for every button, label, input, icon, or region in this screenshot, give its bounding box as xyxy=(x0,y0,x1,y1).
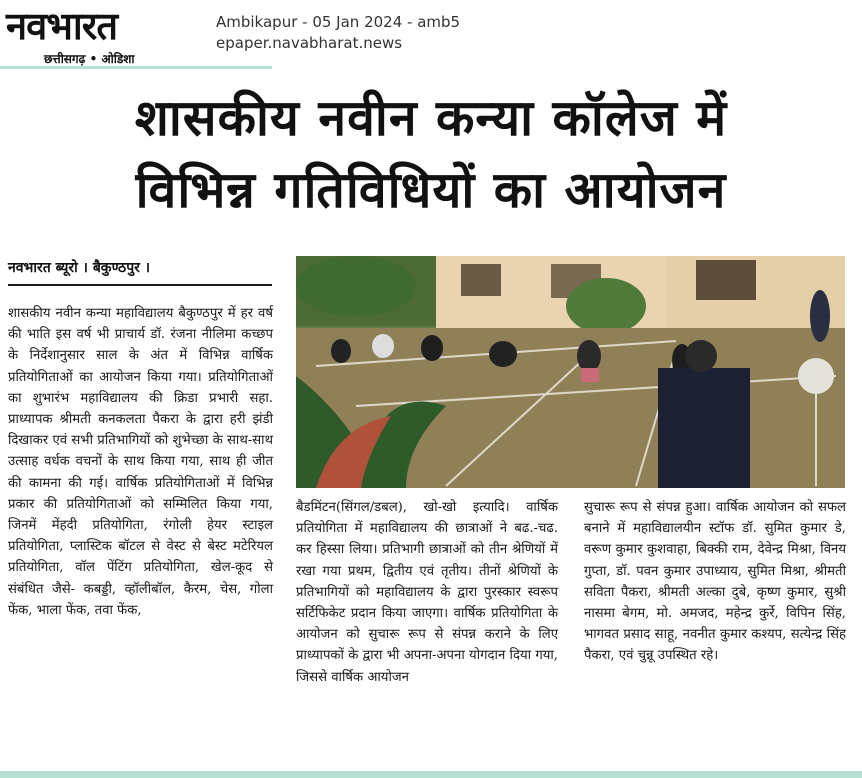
article-column-2: बैडमिंटन(सिंगल/डबल), खो-खो इत्यादि। वार्षिक प्रतियोगिता में महाविद्यालय की छात्राओं ने बढ.-चढ. कर हिस्सा लिया। प्रतिभागी छात्राओं को तीन श्रेणियों में रखा गया प्रथम, द्वितीय एवं तृतीय। तीनों श्रेणियों के प्रतिभागियों को महाविद्यालय के द्वारा पुरस्कार स्वरूप सर्टिफिकेट प्रदान किया जाएगा। वार्षिक प्रतियोगिता के आयोजन को सुचारू रूप से संपन्न कराने के लिए प्राध्यापकों के द्वारा भी अपना-अपना योगदान दिया गया, जिससे वार्षिक आयोजन xyxy=(296,500,558,685)
event-photo xyxy=(296,256,845,488)
article-column-3: सुचारू रूप से संपन्न हुआ। वार्षिक आयोजन को सफल बनाने में महाविद्यालयीन स्टॉफ डॉ. सुमित कुमार डे, वरूण कुमार कुशवाहा, बिक्की राम, देवेन्द्र मिश्रा, विनय गुप्ता, डॉ. पवन कुमार उपाध्याय, सुमित मिश्रा, श्रीमती सविता पैकरा, श्रीमती अल्का दुबे, कृष्ण कुमार, सुश्री नासमा बेगम, मो. अमजद, महेन्द्र कुर्रे, विपिन सिंह, भागवत प्रसाद साहू, नवनीत कुमार कश्यप, सत्येन्द्र सिंह पैकरा, एवं चुन्नू उपस्थित रहे। xyxy=(584,500,846,664)
edition-meta xyxy=(216,12,460,54)
edition-date-line: Ambikapur - 05 Jan 2024 - amb5 xyxy=(216,13,461,31)
byline-divider xyxy=(8,284,272,286)
epaper-url[interactable]: epaper.navabharat.news xyxy=(216,34,403,52)
newspaper-logo xyxy=(6,6,200,64)
photo-illustration xyxy=(296,256,845,488)
headline xyxy=(0,82,862,226)
masthead xyxy=(0,0,862,72)
headline-line-1: शासकीय नवीन कन्या कॉलेज में xyxy=(134,89,728,147)
logo-text: नवभारत xyxy=(6,4,117,48)
byline: नवभारत ब्यूरो । बैकुण्ठपुर । xyxy=(8,260,151,276)
logo-divider xyxy=(0,66,272,69)
article-column-1: शासकीय नवीन कन्या महाविद्यालय बैकुण्ठपुर में हर वर्ष की भाति इस वर्ष भी प्राचार्य डॉ. रंजना नीलिमा कच्छप के निर्देशानुसार साल के अंत में विभिन्न वार्षिक प्रतियोगिताओं का आयोजन किया गया। प्रतियोगिताओं का शुभारंभ महाविद्यालय की क्रिडा प्रभारी सहा. प्राध्यापक श्रीमती कनकलता पैकरा के द्वारा हरी झंडी दिखाकर एवं सभी प्रतिभागियों को शुभेच्छा के साथ-साथ उत्साह वर्धक वचनों के साथ किया गया, साथ ही जीत की कामना की गई। वार्षिक प्रतियोगिताओं में विभिन्न प्रकार की प्रतियोगिताओं को सम्मिलित किया गया, जिनमें मेंहदी प्रतियोगिता, रंगोली हेयर स्टाइल प्रतियोगिता, प्लास्टिक बॉटल से वेस्ट से बेस्ट मटेरियल प्रतियोगिता, वॉल पेंटिंग प्रतियोगिता, खेल-कूद से संबंधित जैसे- कबड्डी, व्हॉलीबॉल, कैरम, चेस, गोला फेंक, भाला फेंक, तवा फेंक, xyxy=(8,306,273,618)
headline-line-2: विभिन्न गतिविधियों का आयोजन xyxy=(135,161,727,219)
logo-subtitle: छत्तीसगढ़ • ओडिशा xyxy=(44,52,135,66)
page-bottom-bar xyxy=(0,771,862,778)
